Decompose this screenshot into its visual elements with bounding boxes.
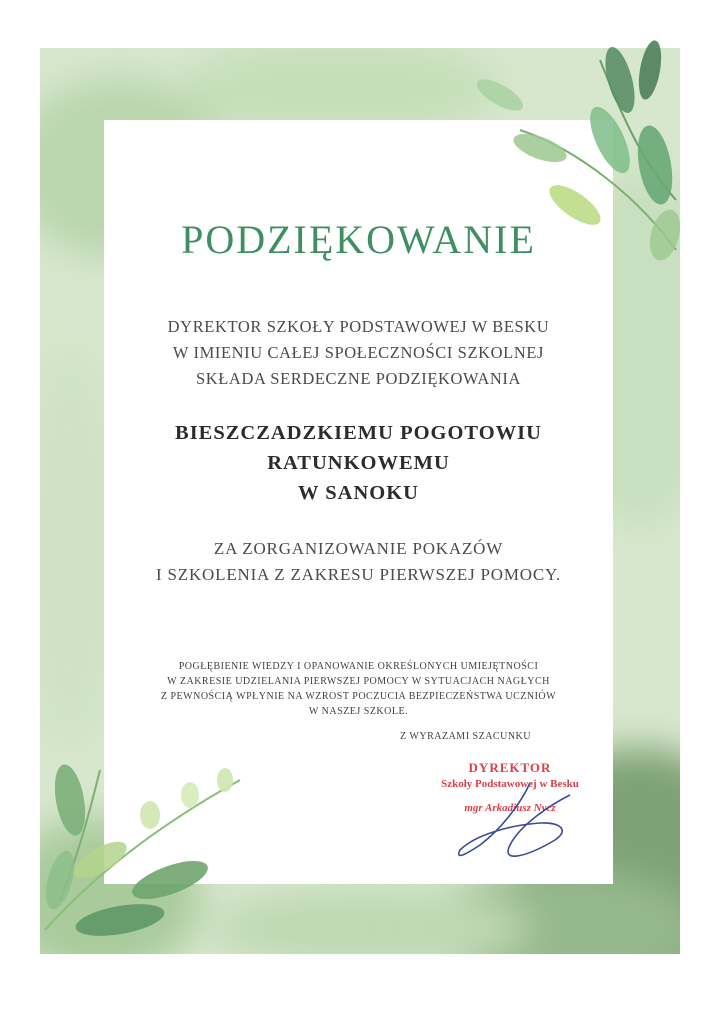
paragraph-line: Z PEWNOŚCIĄ WPŁYNIE NA WZROST POCZUCIA BEZPIECZEŃSTWA UCZNIÓW	[160, 691, 557, 702]
stamp-school: Szkoły Podstawowej w Besku	[441, 778, 579, 790]
stamp-name: mgr Arkadiusz Nycz	[464, 802, 556, 814]
stamp-title: DYREKTOR	[468, 760, 552, 775]
recipient-line: RATUNKOWEMU	[267, 452, 450, 474]
closing-phrase: Z WYRAZAMI SZACUNKU	[400, 731, 531, 742]
reason-line: I SZKOLENIA Z ZAKRESU PIERWSZEJ POMOCY.	[156, 565, 561, 584]
intro-line: W IMIENIU CAŁEJ SPOŁECZNOŚCI SZKOLNEJ	[172, 343, 545, 362]
reason-text	[104, 536, 613, 588]
intro-line: SKŁADA SERDECZNE PODZIĘKOWANIA	[195, 369, 522, 388]
page-title: PODZIĘKOWANIE	[181, 217, 536, 262]
intro-text	[104, 314, 613, 392]
paragraph-line: W NASZEJ SZKOLE.	[308, 706, 409, 717]
paragraph-line: W ZAKRESIE UDZIELANIA PIERWSZEJ POMOCY W SYTUACJACH NAGŁYCH	[167, 676, 550, 687]
recipient-line: W SANOKU	[298, 482, 419, 504]
intro-line: DYREKTOR SZKOŁY PODSTAWOWEJ W BESKU	[167, 317, 550, 336]
reason-line: ZA ZORGANIZOWANIE POKAZÓW	[213, 539, 504, 558]
recipient-line: BIESZCZADZKIEMU POGOTOWIU	[175, 422, 542, 444]
recipient-name	[104, 418, 613, 508]
body-paragraph	[104, 659, 613, 719]
director-stamp	[410, 760, 610, 814]
paragraph-line: POGŁĘBIENIE WIEDZY I OPANOWANIE OKREŚLONYCH UMIEJĘTNOŚCI	[178, 661, 539, 672]
